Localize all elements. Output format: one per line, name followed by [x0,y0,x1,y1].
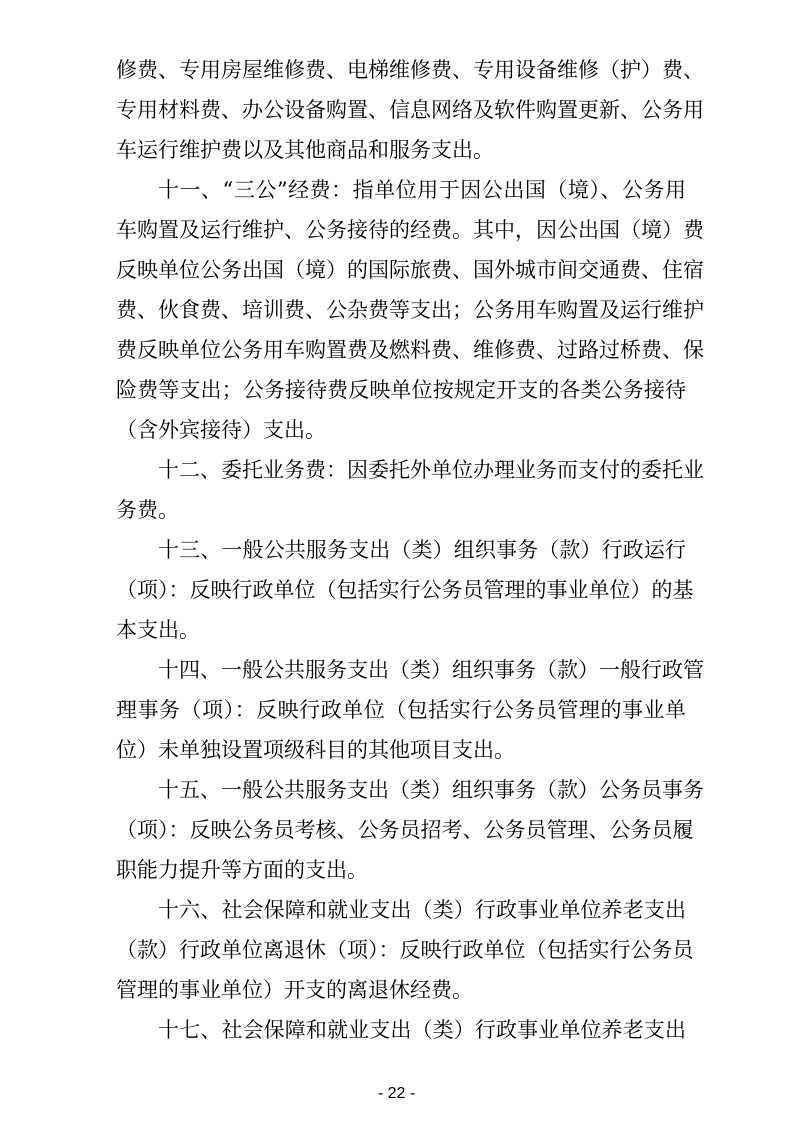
paragraph-item-17 [116,1010,686,1050]
paragraph-item-15 [116,770,704,890]
paragraph-continuation [116,50,704,170]
text-line: 十七、社会保障和就业支出（类）行政事业单位养老支出 [158,1018,686,1042]
text-line: 反映单位公务出国（境）的国际旅费、国外城市间交通费、住宿 [116,258,704,282]
text-line: （款）行政单位离退休（项）：反映行政单位（包括实行公务员 [116,938,694,962]
text-line: 车购置及运行维护、公务接待的经费。其中，因公出国（境）费 [116,218,704,242]
text-line: 理事务（项）：反映行政单位（包括实行公务员管理的事业单 [116,698,686,722]
text-line: 十二、委托业务费：因委托外单位办理业务而支付的委托业 [158,458,704,482]
text-line: 务费。 [116,498,179,522]
text-line: 职能力提升等方面的支出。 [116,858,368,882]
paragraph-item-13 [116,530,694,650]
text-line: 车运行维护费以及其他商品和服务支出。 [116,138,494,162]
text-line: 十三、一般公共服务支出（类）组织事务（款）行政运行 [158,538,686,562]
text-line: 管理的事业单位）开支的离退休经费。 [116,978,473,1002]
text-line: 十一、“三公”经费：指单位用于因公出国（境）、公务用 [158,178,686,202]
document-body [116,50,704,1050]
text-line: 险费等支出；公务接待费反映单位按规定开支的各类公务接待 [116,378,686,402]
text-line: 费反映单位公务用车购置费及燃料费、维修费、过路过桥费、保 [116,338,704,362]
page-number: - 22 - [377,1085,416,1102]
text-line: 十五、一般公共服务支出（类）组织事务（款）公务员事务 [158,778,704,802]
paragraph-item-12 [116,450,704,530]
text-line: （项）：反映公务员考核、公务员招考、公务员管理、公务员履 [116,818,694,842]
paragraph-item-11 [116,170,704,450]
text-line: 专用材料费、办公设备购置、信息网络及软件购置更新、公务用 [116,98,704,122]
text-line: 修费、专用房屋维修费、电梯维修费、专用设备维修（护）费、 [116,58,704,82]
text-line: 十四、一般公共服务支出（类）组织事务（款）一般行政管 [158,658,704,682]
text-line: 位）未单独设置项级科目的其他项目支出。 [116,738,515,762]
text-line: （项）：反映行政单位（包括实行公务员管理的事业单位）的基 [116,578,694,602]
text-line: 十六、社会保障和就业支出（类）行政事业单位养老支出 [158,898,686,922]
paragraph-item-16 [116,890,694,1010]
text-line: （含外宾接待）支出。 [116,418,326,442]
text-line: 费、伙食费、培训费、公杂费等支出；公务用车购置及运行维护 [116,298,704,322]
paragraph-item-14 [116,650,704,770]
text-line: 本支出。 [116,618,200,642]
